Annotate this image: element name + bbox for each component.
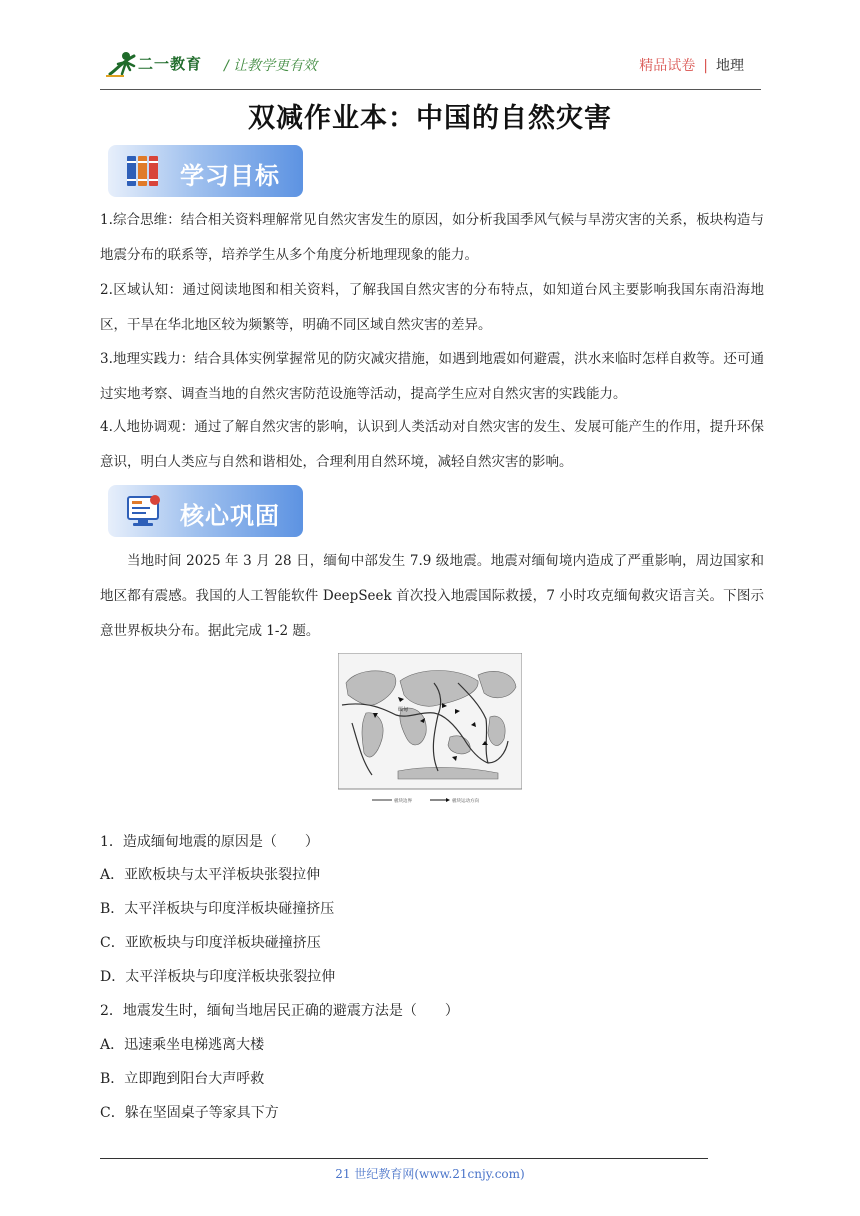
legend-motion-arrow-icon [446, 798, 450, 802]
question-2-option-b[interactable]: B．立即跑到阳台大声呼救 [100, 1071, 265, 1087]
question-2-stem: 2．地震发生时，缅甸当地居民正确的避震方法是（ ） [100, 1003, 459, 1019]
footer-divider [100, 1158, 708, 1159]
map-label-myanmar: 缅甸 [398, 707, 409, 713]
header-subject: 地理 [716, 58, 744, 74]
page-title: 双减作业本：中国的自然灾害 [248, 103, 612, 134]
goal-item-2: 2.区域认知：通过阅读地图和相关资料，了解我国自然灾害的分布特点，如知道台风主要影响我国东南沿海地区，干旱在华北地区较为频繁等，明确不同区域自然灾害的差异。 [100, 282, 764, 333]
section-badge-learning-goals [108, 145, 303, 197]
world-plate-map [338, 653, 522, 805]
legend-motion-label: 板块运动方向 [452, 799, 479, 804]
brand-name: 二一教育 [138, 55, 203, 73]
computer-study-icon [124, 491, 164, 531]
header-category: 精品试卷 [639, 58, 696, 74]
earthquake-intro-text: 当地时间 2025 年 3 月 28 日，缅甸中部发生 7.9 级地震。地震对缅甸境内造成了严重影响，周边国家和地区都有震感。我国的人工智能软件 DeepSeek 首次投入地震国际救援，7 小时攻克缅甸救灾语言关。下图示意世界板块分布。据此完成 1-2 题。 [100, 553, 764, 639]
goal-item-3: 3.地理实践力：结合具体实例掌握常见的防灾减灾措施，如遇到地震如何避震，洪水来临时怎样自救等。还可通过实地考察、调查当地的自然灾害防范设施等活动，提高学生应对自然灾害的实践能力。 [100, 351, 764, 402]
footer-link[interactable]: 21 世纪教育网(www.21cnjy.com) [335, 1167, 525, 1181]
goal-item-4: 4.人地协调观：通过了解自然灾害的影响，认识到人类活动对自然灾害的发生、发展可能产生的作用，提升环保意识，明白人类应与自然和谐相处，合理利用自然环境，减轻自然灾害的影响。 [100, 419, 764, 470]
header-separator: | [703, 58, 708, 74]
question-1-option-b[interactable]: B．太平洋板块与印度洋板块碰撞挤压 [100, 901, 335, 917]
books-icon [124, 151, 164, 191]
goal-item-1: 1.综合思维：结合相关资料理解常见自然灾害发生的原因，如分析我国季风气候与旱涝灾害的关系，板块构造与地震分布的联系等，培养学生从多个角度分析地理现象的能力。 [100, 212, 764, 263]
header-divider [100, 89, 761, 90]
section-label-core-review: 核心巩固 [180, 502, 280, 530]
section-label-learning-goals: 学习目标 [180, 162, 280, 190]
header-right [639, 55, 744, 75]
question-2-option-a[interactable]: A．迅速乘坐电梯逃离大楼 [100, 1037, 265, 1053]
question-1-option-d[interactable]: D．太平洋板块与印度洋板块张裂拉伸 [100, 969, 336, 985]
question-1-option-c[interactable]: C．亚欧板块与印度洋板块碰撞挤压 [100, 935, 321, 951]
question-1-stem: 1．造成缅甸地震的原因是（ ） [100, 834, 319, 850]
legend-boundary-label: 板块边界 [394, 799, 412, 804]
page-header [100, 44, 760, 90]
section-badge-core-review [108, 485, 303, 537]
question-1-option-a[interactable]: A．亚欧板块与太平洋板块张裂拉伸 [100, 867, 321, 883]
question-2-option-c[interactable]: C．躲在坚固桌子等家具下方 [100, 1105, 279, 1121]
header-slogan: / 让教学更有效 [224, 58, 318, 74]
